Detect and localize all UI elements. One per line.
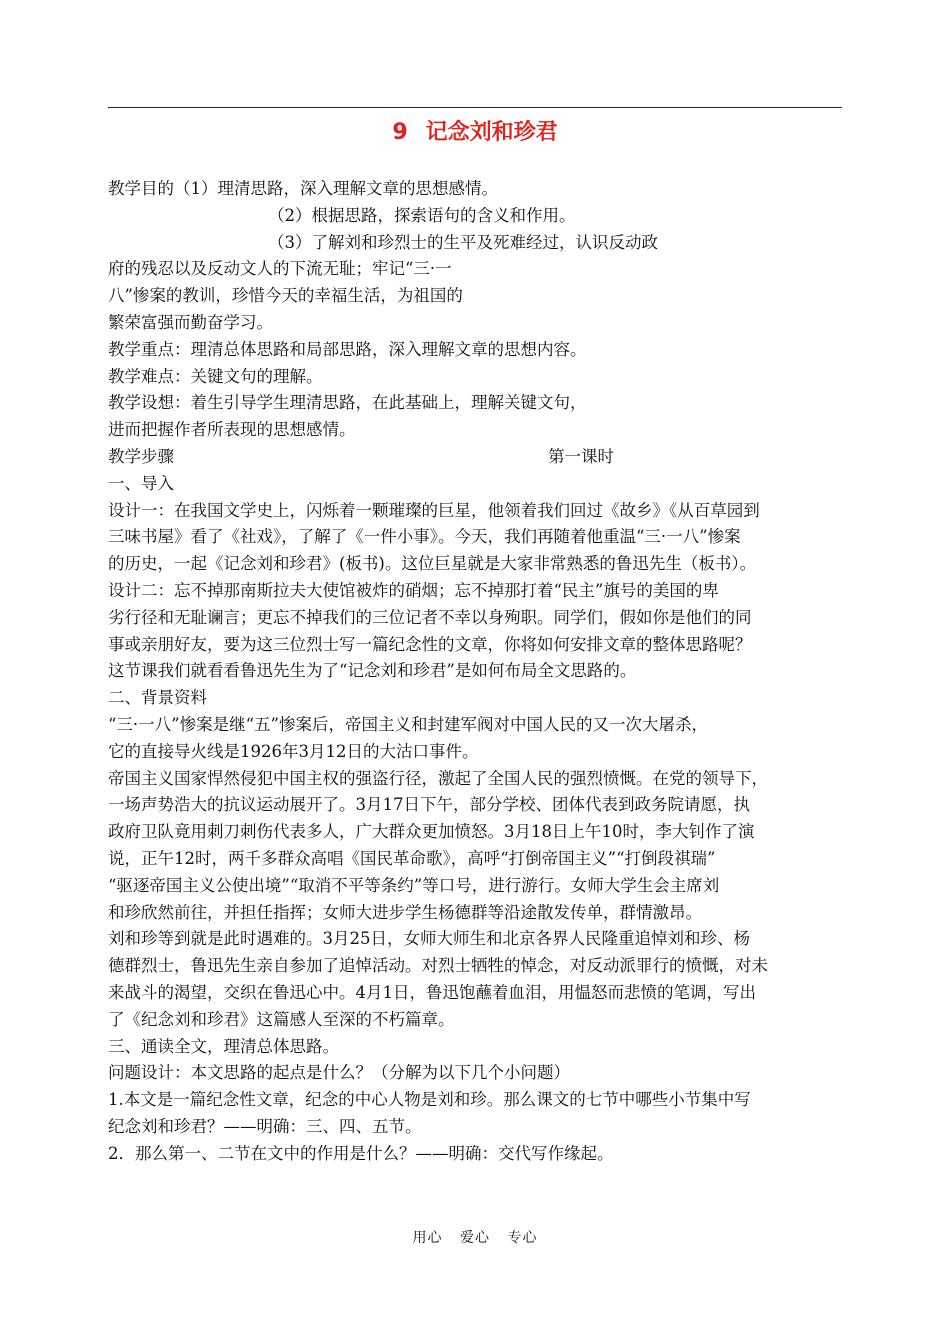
paragraph-line: 问题设计：本文思路的起点是什么？（分解为以下几个小问题） [108, 1063, 570, 1083]
paragraph-line: 刘和珍等到就是此时遇难的。3月25日，女师大师生和北京各界人民隆重追悼刘和珍、杨 [108, 929, 750, 949]
paragraph-line: 德群烈士，鲁迅先生亲自参加了追悼活动。对烈士牺牲的悼念，对反动派罪行的愤慨，对未 [108, 956, 768, 976]
objectives-line: 繁荣富强而勤奋学习。 [108, 312, 273, 332]
objectives-line: 八”惨案的教训，珍惜今天的幸福生活，为祖国的 [108, 286, 463, 306]
footer-word: 用心 [412, 1230, 443, 1246]
paragraph-line: 1.本文是一篇纪念性文章，纪念的中心人物是刘和珍。那么课文的七节中哪些小节集中写 [108, 1090, 751, 1110]
section-heading: 一、导入 [108, 473, 174, 493]
paragraph-line: 和珍欣然前往，并担任指挥；女师大进步学生杨德群等沿途散发传单，群情激昂。 [108, 902, 702, 922]
objectives-line: 教学目的（1）理清思路，深入理解文章的思想感情。 [108, 179, 498, 198]
paragraph-line: 设计一：在我国文学史上，闪烁着一颗璀璨的巨星，他领着我们回过《故乡》《从百草园到 [108, 500, 760, 520]
paragraph-line: 了《纪念刘和珍君》这篇感人至深的不朽篇章。 [108, 1009, 455, 1029]
paragraph-line: 三味书屋》看了《社戏》，了解了《一件小事》。今天，我们再随着他重温“三·一八”惨案 [108, 527, 741, 547]
objectives-line: （3）了解刘和珍烈士的生平及死难经过，认识反动政 [268, 232, 658, 252]
paragraph-line: 设计二：忘不掉那南斯拉夫大使馆被炸的硝烟；忘不掉那打着“民主”旗号的美国的卑 [108, 580, 719, 600]
steps-label: 教学步骤 [108, 446, 174, 466]
lesson-number: 9 [392, 120, 408, 145]
paragraph-line: “驱逐帝国主义公使出境”“取消不平等条约”等口号，进行游行。女师大学生会主席刘 [108, 875, 720, 895]
paragraph-line: 它的直接导火线是1926年3月12日的大沽口事件。 [108, 741, 479, 761]
paragraph-line: 说，正午12时，两千多群众高唱《国民革命歌》，高呼“打倒帝国主义”“打倒段祺瑞” [108, 848, 716, 868]
lesson-period: 第一课时 [548, 446, 614, 466]
paragraph-line: 一场声势浩大的抗议运动展开了。3月17日下午，部分学校、团体代表到政务院请愿，执 [108, 795, 750, 815]
page-title [0, 118, 950, 148]
paragraph-line: 事或亲朋好友，要为这三位烈士写一篇纪念性的文章，你将如何安排文章的整体思路呢？ [108, 634, 752, 654]
teaching-difficulty: 教学难点：关键文句的理解。 [108, 366, 323, 386]
objectives-line: （2）根据思路，探索语句的含义和作用。 [268, 205, 576, 225]
teaching-idea-line: 进而把握作者所表现的思想感情。 [108, 420, 356, 440]
teaching-focus: 教学重点：理清总体思路和局部思路，深入理解文章的思想内容。 [108, 339, 587, 359]
footer-word: 专心 [507, 1230, 538, 1246]
section-heading: 三、通读全文，理清总体思路。 [108, 1036, 339, 1056]
paragraph-line: 的历史，一起《记念刘和珍君》(板书)。这位巨星就是大家非常熟悉的鲁迅先生（板书）。 [108, 554, 757, 574]
paragraph-line: 纪念刘和珍君？——明确：三、四、五节。 [108, 1116, 422, 1136]
page-footer [0, 1227, 950, 1247]
paragraph-line: 来战斗的渴望，交织在鲁迅心中。4月1日，鲁迅饱蘸着血泪，用愠怒而悲愤的笔调，写出 [108, 982, 756, 1002]
objectives-line: 府的残忍以及反动文人的下流无耻；牢记“三·一 [108, 259, 452, 279]
paragraph-line: 这节课我们就看看鲁迅先生为了“记念刘和珍君”是如何布局全文思路的。 [108, 661, 637, 681]
paragraph-line: “三·一八”惨案是继“五”惨案后，帝国主义和封建军阀对中国人民的又一次大屠杀， [108, 714, 708, 734]
paragraph-line: 政府卫队竟用刺刀刺伤代表多人，广大群众更加愤怒。3月18日上午10时，李大钊作了演 [108, 822, 755, 842]
footer-word: 爱心 [460, 1230, 490, 1246]
paragraph-line: 2．那么第一、二节在文中的作用是什么？——明确：交代写作缘起。 [108, 1143, 614, 1163]
steps-row [108, 444, 844, 471]
paragraph-line: 帝国主义国家悍然侵犯中国主权的强盗行径，激起了全国人民的强烈愤慨。在党的领导下， [108, 768, 768, 788]
section-heading: 二、背景资料 [108, 688, 207, 708]
lesson-title: 记念刘和珍君 [425, 120, 558, 145]
paragraph-line: 劣行径和无耻谰言；更忘不掉我们的三位记者不幸以身殉职。同学们，假如你是他们的同 [108, 607, 752, 627]
document-body [108, 176, 844, 1167]
teaching-idea-line: 教学设想：着生引导学生理清思路，在此基础上，理解关键文句， [108, 393, 587, 413]
header-rule [108, 107, 842, 108]
